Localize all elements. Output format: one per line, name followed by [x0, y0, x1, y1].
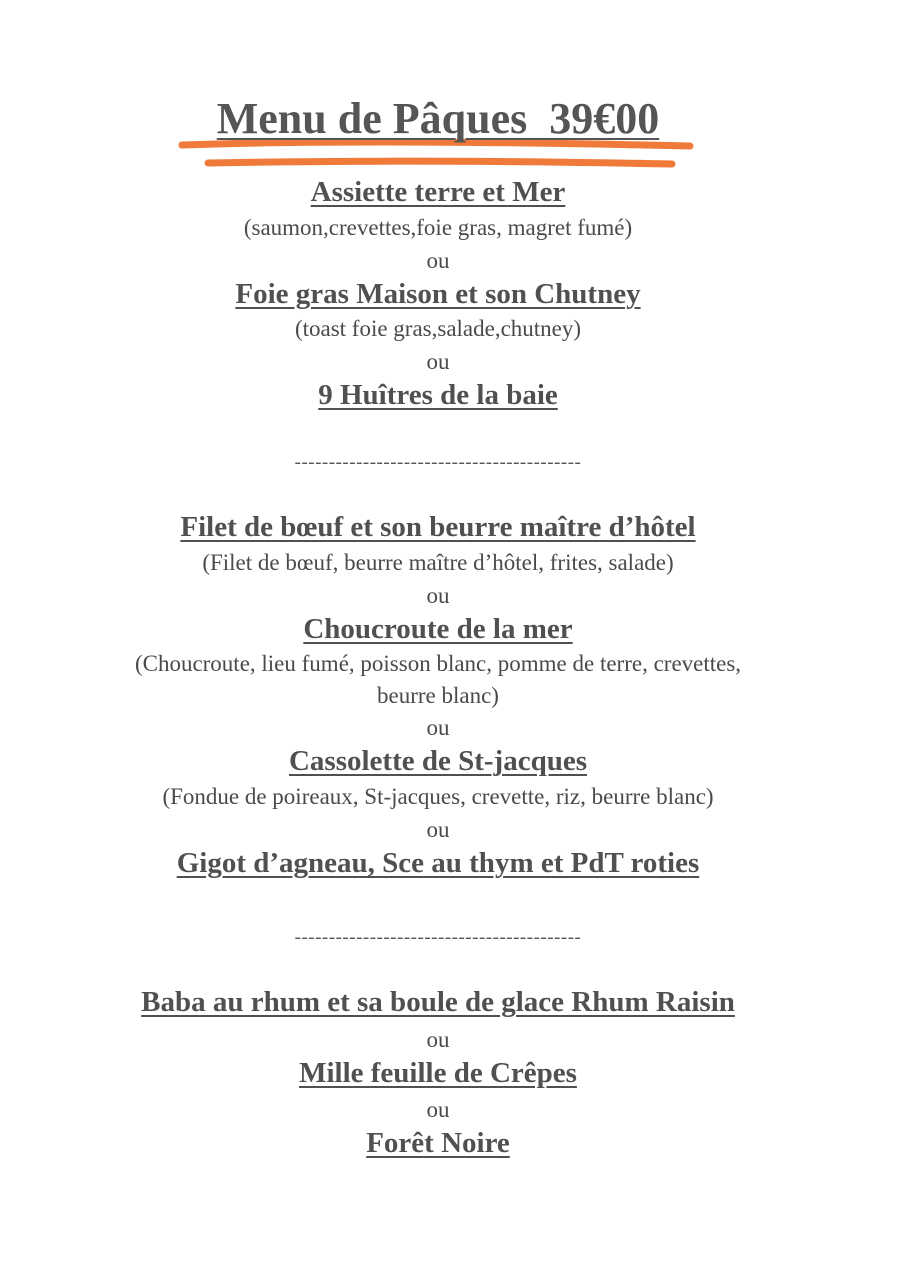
section-separator: ------------------------------------------ [294, 452, 582, 473]
or-label: ou [426, 248, 450, 273]
entree-dish-2: Foie gras Maison et son Chutney [235, 278, 641, 310]
section-separator: ------------------------------------------ [294, 927, 582, 948]
menu-title: Menu de Pâques 39€00 [216, 94, 660, 143]
or-label: ou [426, 1027, 450, 1052]
main-dish-1: Filet de bœuf et son beurre maître d’hôtel [180, 511, 696, 543]
entree-desc-1: (saumon,crevettes,foie gras, magret fumé) [243, 215, 633, 240]
main-desc-2-line-2: beurre blanc) [377, 683, 499, 708]
entree-dish-3: 9 Huîtres de la baie [318, 379, 558, 411]
main-desc-2-line-1: (Choucroute, lieu fumé, poisson blanc, pomme de terre, crevettes, [134, 651, 742, 676]
main-dish-4: Gigot d’agneau, Sce au thym et PdT roties [176, 847, 700, 879]
main-desc-1: (Filet de bœuf, beurre maître d’hôtel, frites, salade) [202, 550, 674, 575]
or-label: ou [426, 349, 450, 374]
or-label: ou [426, 1097, 450, 1122]
dessert-dish-2: Mille feuille de Crêpes [299, 1057, 577, 1089]
dessert-dish-3: Forêt Noire [366, 1127, 510, 1159]
or-label: ou [426, 817, 450, 842]
entree-desc-2: (toast foie gras,salade,chutney) [294, 316, 582, 341]
main-desc-3: (Fondue de poireaux, St-jacques, crevette, riz, beurre blanc) [162, 784, 714, 809]
main-dish-2: Choucroute de la mer [303, 613, 573, 645]
dessert-dish-1: Baba au rhum et sa boule de glace Rhum Raisin [141, 986, 735, 1018]
entree-dish-1: Assiette terre et Mer [310, 176, 566, 208]
or-label: ou [426, 715, 450, 740]
or-label: ou [426, 583, 450, 608]
main-dish-3: Cassolette de St-jacques [288, 745, 587, 777]
